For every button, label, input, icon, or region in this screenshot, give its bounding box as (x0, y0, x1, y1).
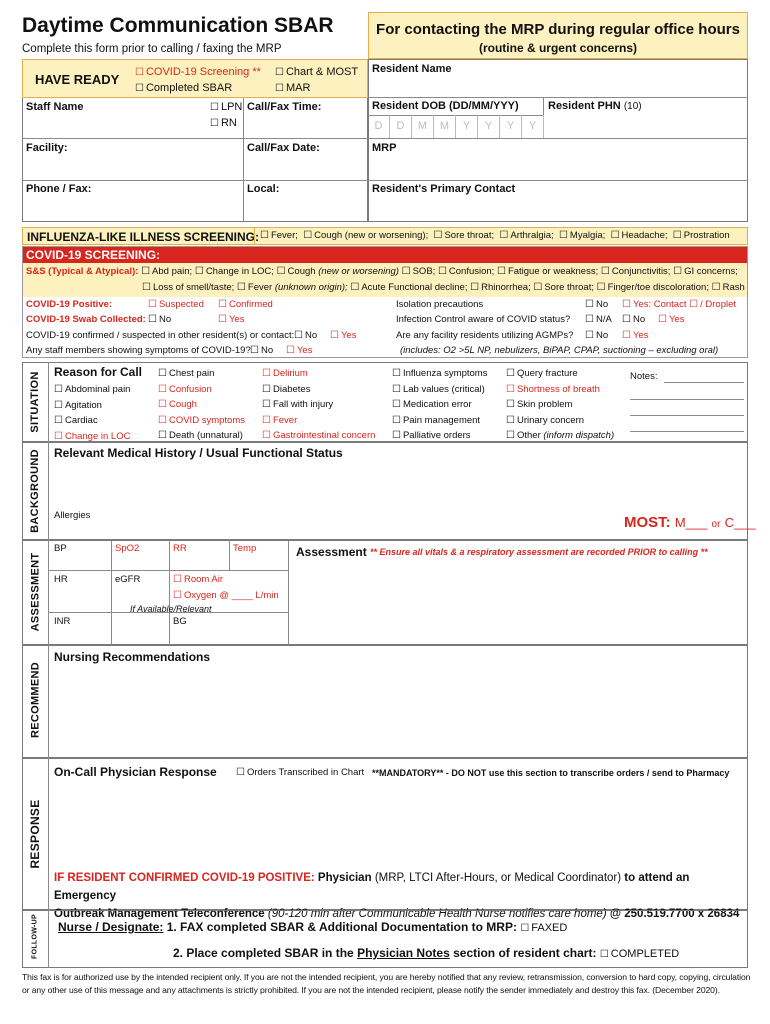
iso-droplet[interactable] (689, 299, 736, 310)
divider (48, 442, 49, 540)
have-ready-chart[interactable] (275, 66, 358, 78)
divider (48, 758, 49, 910)
sit-label: Fever (272, 414, 298, 426)
covid-title: COVID-19 SCREENING: (26, 248, 161, 262)
divider (22, 180, 368, 181)
sit-skin[interactable] (506, 397, 614, 413)
isolation-label: Isolation precautions (396, 299, 484, 310)
divider (368, 138, 748, 139)
most-c[interactable]: C___ (724, 515, 756, 530)
notes-label: Notes: (630, 371, 658, 382)
outbreak-note: (90-120 min after Communicable Health Nurse notifies care home) (267, 908, 607, 920)
ili-title: INFLUENZA-LIKE ILLNESS SCREENING: (27, 230, 260, 244)
have-ready-covid[interactable] (135, 66, 261, 78)
ili-item: Prostration (683, 230, 730, 241)
divider (543, 97, 544, 115)
notes-line[interactable] (630, 415, 744, 416)
if-available-label: If Available/Relevant (130, 604, 212, 614)
no-label: No (595, 299, 609, 310)
followup-step2 (173, 946, 679, 960)
primary-contact-label: Resident's Primary Contact (372, 183, 516, 195)
sit-label: Gastrointestinal concern (272, 430, 376, 441)
covid-suspected[interactable] (148, 299, 204, 310)
recommend-label: RECOMMEND (29, 661, 42, 739)
sit-label: Lab values (critical) (402, 383, 485, 395)
temp-label: Temp (233, 543, 257, 554)
ifpos-label: IF RESIDENT CONFIRMED COVID-19 POSITIVE: (54, 872, 315, 884)
covid-positive-row (26, 299, 112, 310)
room-air-checkbox[interactable] (173, 574, 223, 585)
divider (48, 362, 49, 442)
staff-name-label: Staff Name (26, 101, 84, 113)
divider (368, 180, 748, 181)
response-title: On-Call Physician Response (54, 765, 217, 779)
ili-myalgia[interactable] (559, 230, 605, 241)
sit-label: Change in LOC (64, 430, 131, 442)
sit-query-fracture[interactable] (506, 366, 614, 382)
swab-no[interactable] (148, 314, 171, 325)
rn-label: RN (220, 117, 237, 129)
notes-line[interactable] (630, 431, 744, 432)
reason-for-call: Reason for Call (54, 365, 143, 379)
ss-label: Fever (247, 282, 273, 293)
sit-label: Abdominal pain (64, 384, 131, 395)
agmp-q: Are any facility residents utilizing AGMPs? (396, 330, 574, 341)
sit-label: Agitation (64, 399, 102, 411)
mrp-header-sub: (routine & urgent concerns) (478, 41, 637, 55)
divider (243, 98, 244, 222)
sit-abdominal-pain[interactable] (54, 382, 130, 398)
ili-prostration[interactable] (673, 230, 730, 241)
physician-label: Physician (317, 872, 372, 884)
local-label: Local: (247, 183, 280, 195)
sit-fever[interactable] (262, 413, 375, 429)
most-label: MOST: (624, 514, 671, 531)
footer-line1: This fax is for authorized use by the intended recipient only. If you are not the intended recipient, you are hereby notified that any review, retransmission, conversion to hard copy, copying, circulation (22, 972, 751, 982)
staff-q-no[interactable] (250, 345, 273, 356)
sit-label: Palliative orders (402, 430, 471, 441)
yes-label: Yes (340, 330, 357, 341)
ss-label: GI concerns; (684, 266, 738, 277)
mrp-label: MRP (372, 142, 397, 154)
most-m[interactable]: M___ (674, 515, 708, 530)
have-ready-box (22, 59, 368, 98)
yes-label: Yes (296, 345, 313, 356)
ss-label: Rash (722, 282, 745, 293)
rn-checkbox[interactable] (210, 117, 237, 129)
followup-label: FOLLOW-UP (31, 914, 39, 959)
confirmed-q: COVID-19 confirmed / suspected in other resident(s) or contact: (26, 330, 295, 341)
resident-section (368, 59, 748, 222)
most-box (624, 514, 756, 531)
sit-confusion[interactable] (158, 382, 245, 398)
mrp-header-title: For contacting the MRP during regular office hours (376, 21, 740, 38)
ili-item: Fever; (270, 230, 298, 241)
divider (169, 540, 170, 645)
oxygen-checkbox[interactable] (173, 590, 279, 601)
sit-label: Death (unnatural) (168, 430, 243, 441)
dob-cells (368, 115, 544, 138)
completed-label: COMPLETED (610, 948, 680, 960)
sit-label: Other (516, 430, 541, 441)
dob-cell[interactable]: Y (478, 115, 500, 138)
ic-aware-q: Infection Control aware of COVID status? (396, 314, 571, 325)
lpn-checkbox[interactable] (210, 101, 242, 113)
ili-arthralgia[interactable] (499, 230, 553, 241)
room-air-label: Room Air (183, 574, 224, 585)
bp-label: BP (54, 543, 67, 554)
ili-headache[interactable] (611, 230, 668, 241)
iso-no[interactable] (585, 299, 608, 310)
notes-line[interactable] (664, 382, 744, 383)
ic-yes[interactable] (658, 314, 684, 325)
situation-col4 (392, 366, 487, 444)
sit-other-note: (inform dispatch) (543, 430, 615, 441)
divider (288, 540, 289, 645)
sit-agitation[interactable] (54, 398, 130, 414)
ili-item: Cough (new or worsening); (314, 230, 429, 241)
iso-yes-label: Yes: Contact (632, 299, 687, 310)
teleconference-phone: @ 250.519.7700 x 26834 (609, 908, 740, 920)
ss-label: Finger/toe discoloration; (607, 282, 709, 293)
step2-b: Physician Notes (357, 946, 450, 960)
situation-col5 (506, 366, 614, 444)
iso-yes-contact[interactable] (622, 299, 687, 310)
staff-q-yes[interactable] (286, 345, 312, 356)
ili-fever[interactable] (260, 230, 298, 241)
ss-label-italic: (new or worsening) (318, 266, 399, 277)
resident-phn-text: Resident PHN (548, 100, 621, 112)
divider (111, 540, 112, 645)
facility-label: Facility: (26, 142, 68, 154)
ili-symptoms (260, 230, 730, 241)
assessment-note: ** Ensure all vitals & a respiratory assessment are recorded PRIOR to calling ** (370, 547, 708, 557)
mrp-header-box (368, 12, 748, 59)
sit-label: Shortness of breath (516, 383, 600, 395)
sit-sob[interactable] (506, 382, 614, 398)
sit-label: Delirium (272, 368, 308, 379)
divider (22, 138, 368, 139)
divider (254, 227, 255, 245)
mandatory-note: **MANDATORY** - DO NOT use this section to transcribe orders / send to Pharmacy (372, 768, 730, 778)
sit-influenza[interactable] (392, 366, 487, 382)
ss-label: Cough (287, 266, 316, 277)
notes-line[interactable] (630, 399, 744, 400)
sit-medication-error[interactable] (392, 397, 487, 413)
form-title: Daytime Communication SBAR (22, 14, 334, 37)
sit-diabetes[interactable] (262, 382, 375, 398)
dob-cell[interactable]: D (390, 115, 412, 138)
assessment-title: Assessment (296, 545, 367, 559)
situation-label: SITUATION (29, 371, 41, 433)
faxed-label: FAXED (531, 922, 568, 934)
oxygen-label: Oxygen @ ____ L/min (183, 590, 279, 601)
divider (229, 540, 230, 570)
sit-label: Skin problem (516, 399, 573, 410)
sit-label: Pain management (402, 414, 481, 426)
confirmed-q-yes[interactable] (330, 330, 356, 341)
outbreak-label: Outbreak Management Teleconference (54, 908, 265, 920)
ili-cough[interactable] (303, 230, 428, 241)
situation-col1 (54, 382, 130, 444)
swab-label: COVID-19 Swab Collected: (26, 314, 146, 325)
spo2-label: SpO2 (115, 543, 140, 554)
sit-urinary[interactable] (506, 413, 614, 429)
sit-lab-values[interactable] (392, 382, 487, 398)
assessment-label: ASSESSMENT (29, 552, 42, 632)
iso-yes[interactable] (622, 299, 736, 310)
have-ready-sbar[interactable] (135, 82, 232, 94)
sit-cough[interactable] (158, 397, 245, 413)
agmp-no[interactable] (585, 330, 608, 341)
phone-fax-label: Phone / Fax: (26, 183, 92, 195)
step2-a: 2. Place completed SBAR in the (173, 946, 354, 960)
yes-label: Yes (632, 330, 649, 341)
orders-transcribed-checkbox[interactable] (236, 767, 364, 778)
faxed-checkbox[interactable] (520, 922, 567, 934)
ili-item: Sore throat; (444, 230, 495, 241)
have-ready-sbar-label: Completed SBAR (145, 82, 233, 94)
resident-name-label: Resident Name (372, 63, 452, 75)
yes-label: Yes (668, 314, 685, 325)
iso-droplet-label: / Droplet (700, 299, 737, 310)
sit-covid-symptoms[interactable] (158, 413, 245, 429)
sit-chest-pain[interactable] (158, 366, 245, 382)
sit-label: COVID symptoms (168, 414, 245, 426)
inr-label: INR (54, 616, 71, 627)
sit-label: Influenza symptoms (402, 368, 488, 379)
sit-label: Cardiac (64, 415, 98, 426)
recommend-title: Nursing Recommendations (54, 650, 211, 664)
footer-line2: or any other use of this message and any attachments is strictly prohibited. If you are not the intended recipient, please notify the sender immediately and destroy this fax. (December 2020). (22, 985, 720, 995)
ili-item: Headache; (621, 230, 668, 241)
ss-label: Confusion; (448, 266, 495, 277)
followup-step1 (58, 920, 567, 934)
ss-label: Rhinorrhea; (481, 282, 531, 293)
background-title: Relevant Medical History / Usual Functional Status (54, 446, 343, 460)
background-label: BACKGROUND (29, 449, 41, 533)
agmp-yes[interactable] (622, 330, 648, 341)
staff-q: Any staff members showing symptoms of COVID-19? (26, 345, 251, 356)
ss-label: Fatigue or weakness; (507, 266, 599, 277)
no-label: No (632, 314, 646, 325)
sit-label: Cough (168, 399, 197, 410)
completed-checkbox[interactable] (600, 948, 679, 960)
hr-label: HR (54, 574, 68, 585)
rr-label: RR (173, 543, 187, 554)
covid-positive-label: COVID-19 Positive: (26, 299, 113, 310)
ss-label: Abd pain; (152, 266, 193, 277)
step2-c: section of resident chart: (453, 946, 597, 960)
instruction-line1 (54, 869, 744, 905)
sit-fall[interactable] (262, 397, 375, 413)
dob-cell[interactable]: M (434, 115, 456, 138)
divider (48, 540, 49, 645)
resident-dob-label: Resident DOB (DD/MM/YYY) (372, 100, 519, 112)
sit-label: Fall with injury (272, 399, 334, 410)
sit-label: Diabetes (272, 383, 311, 395)
dob-cell[interactable]: Y (522, 115, 544, 138)
nurse-designate: Nurse / Designate: (58, 920, 164, 934)
sit-pain-mgmt[interactable] (392, 413, 487, 429)
confirmed-q-no[interactable] (294, 330, 317, 341)
ss-label-italic: (unknown origin); (274, 282, 348, 293)
resident-phn-label (548, 100, 642, 112)
have-ready-covid-label: COVID-19 Screening ** (145, 66, 261, 78)
ili-item: Arthralgia; (510, 230, 554, 241)
ss-label: Acute Functional decline; (361, 282, 468, 293)
have-ready-mar[interactable] (275, 82, 310, 94)
dob-cell[interactable]: D (368, 115, 390, 138)
na-label: N/A (595, 314, 612, 325)
ic-no[interactable] (622, 314, 645, 325)
divider (48, 910, 49, 968)
most-or: or (711, 519, 721, 530)
egfr-label: eGFR (115, 574, 141, 585)
divider (48, 570, 288, 571)
sit-cardiac[interactable] (54, 413, 130, 429)
form-subtitle: Complete this form prior to calling / faxing the MRP (22, 43, 282, 55)
no-label: No (260, 345, 274, 356)
sit-label: Confusion (168, 383, 212, 395)
situation-col3 (262, 366, 375, 444)
ss-label: Conjunctivitis; (611, 266, 671, 277)
sit-delirium[interactable] (262, 366, 375, 382)
divider (368, 97, 748, 98)
confirmed-label: Confirmed (228, 299, 273, 310)
sit-label: Urinary concern (516, 414, 585, 426)
orders-transcribed-label: Orders Transcribed in Chart (246, 767, 365, 778)
lpn-label: LPN (220, 101, 243, 113)
allergies-label: Allergies (54, 510, 91, 521)
ss-label: Loss of smell/taste; (152, 282, 235, 293)
resident-phn-count: (10) (623, 101, 642, 112)
sit-label: Query fracture (516, 368, 578, 379)
have-ready-mar-label: MAR (285, 82, 311, 94)
suspected-label: Suspected (158, 299, 204, 310)
no-label: No (304, 330, 318, 341)
ili-item: Myalgia; (569, 230, 606, 241)
footer-disclaimer (22, 971, 752, 997)
call-fax-time-label: Call/Fax Time: (247, 101, 322, 113)
yes-label: Yes (228, 314, 245, 325)
divider (48, 645, 49, 758)
sit-label: Chest pain (168, 368, 215, 379)
dob-cell[interactable]: Y (500, 115, 522, 138)
ili-sore-throat[interactable] (434, 230, 495, 241)
dob-cell[interactable]: Y (456, 115, 478, 138)
call-fax-date-label: Call/Fax Date: (247, 142, 320, 154)
bg-label: BG (173, 616, 187, 627)
no-label: No (158, 314, 172, 325)
ss-label: SOB; (412, 266, 436, 277)
step1-label: 1. FAX completed SBAR & Additional Documentation to MRP: (166, 920, 517, 934)
no-label: No (595, 330, 609, 341)
covid-confirmed[interactable] (218, 299, 273, 310)
agmp-note: (includes: O2 >5L NP, nebulizers, BiPAP, CPAP, suctioning – excluding oral) (400, 345, 719, 356)
situation-col2 (158, 366, 245, 444)
have-ready-label: HAVE READY (35, 72, 120, 87)
ss-label: Change in LOC; (205, 266, 274, 277)
have-ready-chart-label: Chart & MOST (285, 66, 359, 78)
swab-row (26, 314, 146, 325)
ss-label: Sore throat; (544, 282, 594, 293)
sit-label: Medication error (402, 399, 472, 410)
attend-label: to attend an Emergency (54, 872, 690, 902)
response-label: RESPONSE (28, 799, 42, 869)
ic-na[interactable] (585, 314, 612, 325)
swab-yes[interactable] (218, 314, 244, 325)
dob-cell[interactable]: M (412, 115, 434, 138)
covid-ss-label: S&S (Typical & Atypical): (26, 266, 139, 277)
physician-paren: (MRP, LTCI After-Hours, or Medical Coordinator) (374, 872, 622, 884)
